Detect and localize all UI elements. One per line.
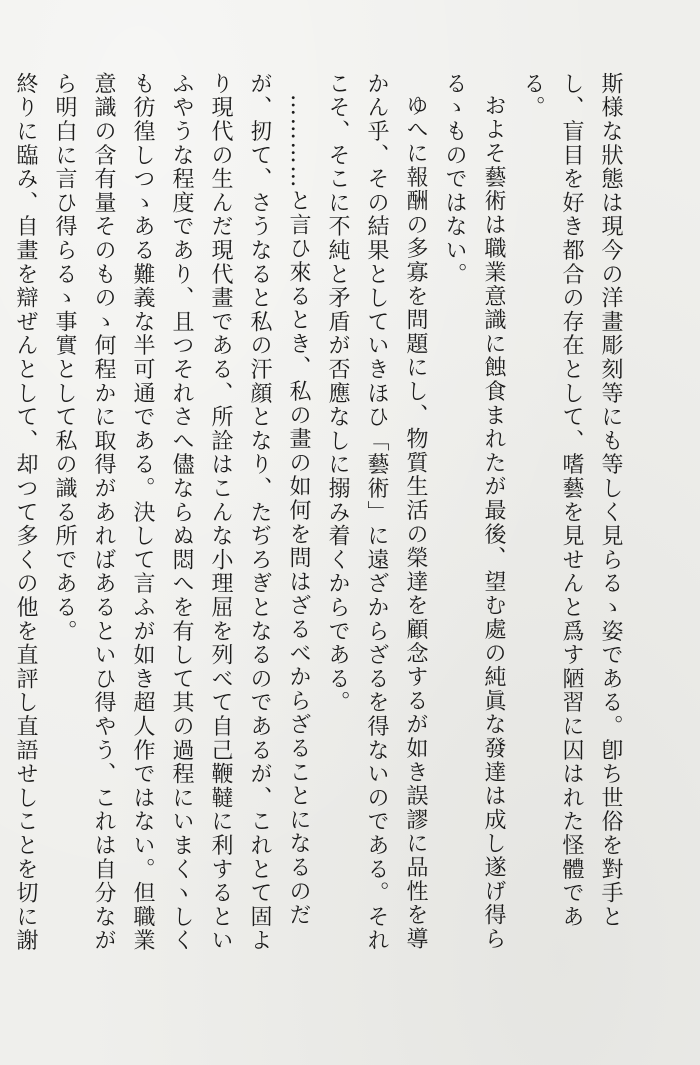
paragraph-2: およそ藝術は職業意識に蝕食まれたが最後、望む處の純眞な發達は成し遂げ得らるゝものではない。 — [442, 72, 506, 951]
paragraph-3: ゆへに報酬の多寡を問題にし、物質生活の榮達を顧念するが如き誤謬に品性を導かん乎、その結果としていきほひ「藝術」に遠ざからざるを得ないのである。それこそ、そこに不純と矛盾が否應なしに搦み着くからである。 — [325, 72, 428, 953]
paragraph-5: 終りに臨み、自畫を辯ぜんとして、却つて多くの他を直評し直語せしことを切に謝 — [13, 72, 38, 953]
paragraph-1: 斯様な狀態は現今の洋畫彫刻等にも等しく見らるゝ姿である。卽ち世俗を對手とし、盲目を好き都合の存在として、嗜藝を見せんと爲す陋習に囚はれた怪體である。 — [520, 72, 623, 929]
vertical-text-block — [13, 72, 630, 972]
paragraph-4: …………と言ひ來るとき、私の畫の如何を問はざるべからざることになるのだが、扨て、さうなると私の汗顔となり、たぢろぎとなるのであるが、これとて固より現代の生んだ現代畫である、所詮はこんな小理屈を列べて自己鞭韃に利するといふやうな程度であり、且つそれさへ儘ならぬ悶へを有して其の過程にいまくヽしくも彷徨しつゝある難義な半可通である。決して言ふが如き超人作ではない。但職業意識の含有量そのものゝ何程かに取得があればあるといひ得やう、これは自分ながら明白に言ひ得らるゝ事實として私の識る所である。 — [52, 72, 311, 953]
